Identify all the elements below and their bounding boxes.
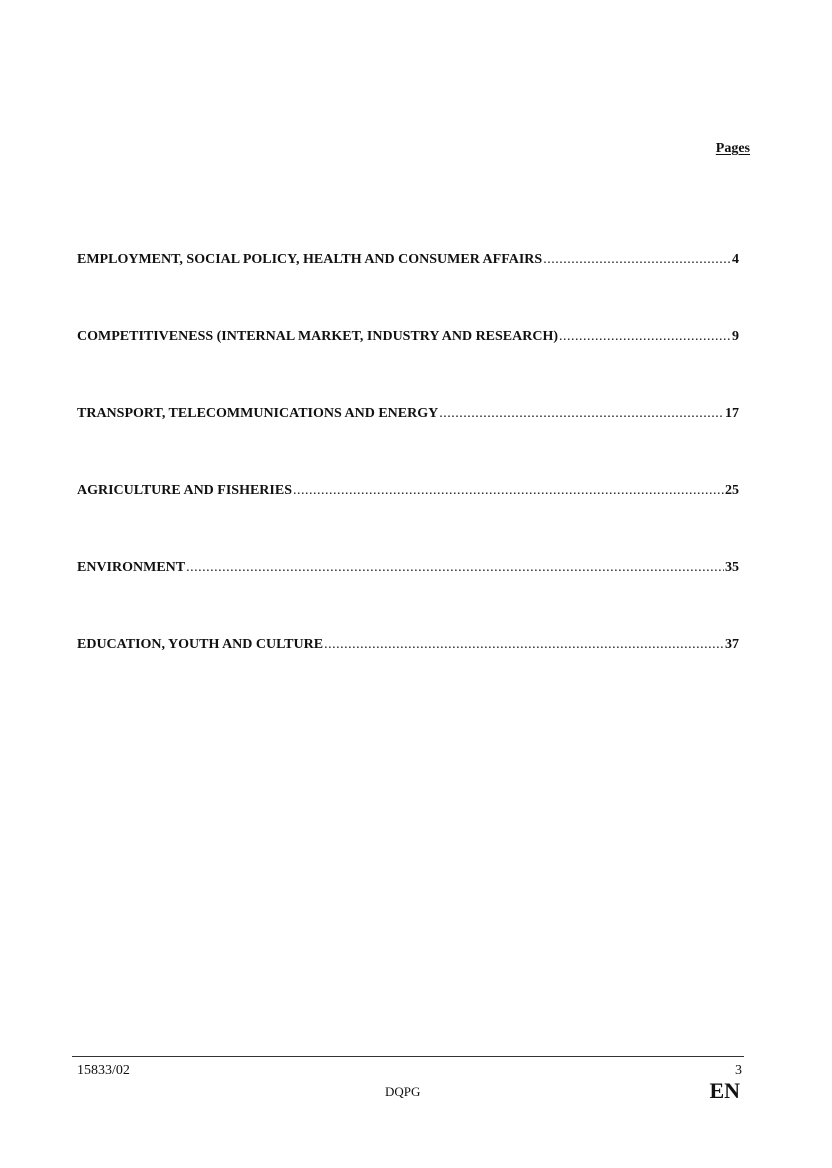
toc-entry-title: AGRICULTURE AND FISHERIES — [77, 483, 292, 498]
toc-entry-title: EDUCATION, YOUTH AND CULTURE — [77, 637, 324, 652]
toc-dot-leader — [324, 637, 724, 653]
toc-entry-page: 17 — [725, 406, 739, 421]
toc-entry-title: ENVIRONMENT — [77, 560, 186, 575]
toc-dot-leader — [559, 329, 731, 345]
toc-entry-competitiveness — [77, 329, 739, 354]
table-of-contents — [77, 252, 739, 714]
footer-department-code: DQPG — [385, 1084, 421, 1099]
footer-document-number: 15833/02 — [77, 1063, 130, 1078]
toc-entry-title: TRANSPORT, TELECOMMUNICATIONS AND ENERGY — [77, 406, 439, 421]
toc-entry-environment — [77, 560, 739, 585]
toc-entry-title: COMPETITIVENESS (INTERNAL MARKET, INDUSTRY AND RESEARCH) — [77, 329, 559, 344]
toc-entry-page: 4 — [732, 252, 739, 267]
toc-entry-title: EMPLOYMENT, SOCIAL POLICY, HEALTH AND CONSUMER AFFAIRS — [77, 252, 543, 267]
toc-entry-employment — [77, 252, 739, 277]
footer-page-number: 3 — [735, 1063, 742, 1078]
toc-entry-page: 9 — [732, 329, 739, 344]
toc-dot-leader — [439, 406, 724, 422]
toc-dot-leader — [293, 483, 724, 499]
toc-dot-leader — [543, 252, 731, 268]
toc-dot-leader — [186, 560, 724, 576]
pages-column-heading: Pages — [715, 141, 750, 156]
footer-language-code: EN — [709, 1078, 740, 1103]
footer-divider — [72, 1056, 744, 1057]
toc-entry-page: 35 — [725, 560, 739, 575]
toc-entry-page: 37 — [725, 637, 739, 652]
toc-entry-agriculture — [77, 483, 739, 508]
toc-entry-page: 25 — [725, 483, 739, 498]
toc-entry-education — [77, 637, 739, 662]
toc-entry-transport — [77, 406, 739, 431]
